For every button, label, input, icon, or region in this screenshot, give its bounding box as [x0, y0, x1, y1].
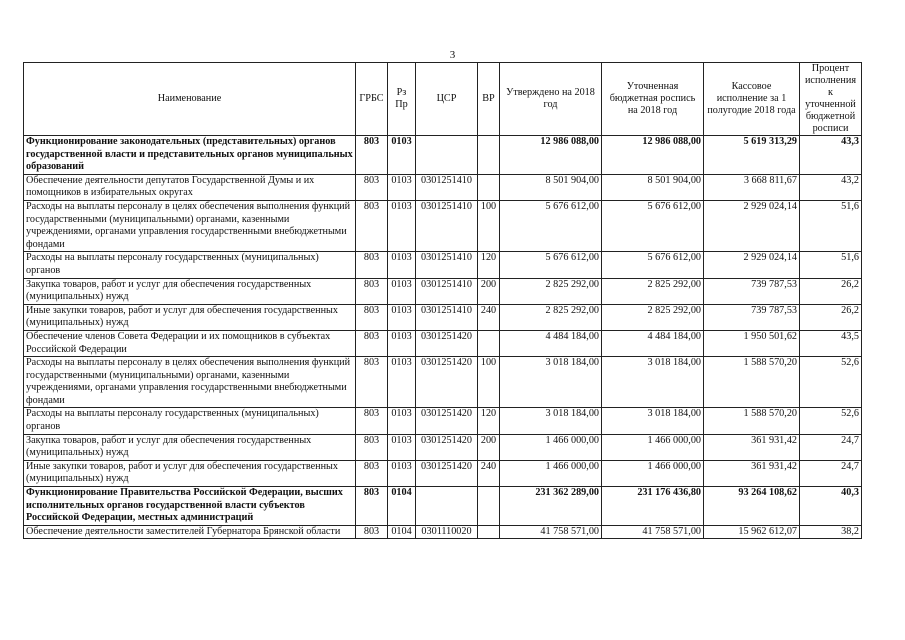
refined-cell: 4 484 184,00 — [602, 330, 704, 356]
grbs-cell: 803 — [356, 136, 388, 175]
csr-cell: 0301251420 — [416, 408, 478, 434]
grbs-cell: 803 — [356, 200, 388, 251]
percent-cell: 38,2 — [800, 525, 862, 539]
grbs-cell: 803 — [356, 434, 388, 460]
csr-cell: 0301251420 — [416, 434, 478, 460]
approved-cell: 1 466 000,00 — [500, 434, 602, 460]
refined-cell: 41 758 571,00 — [602, 525, 704, 539]
csr-cell: 0301251410 — [416, 304, 478, 330]
grbs-cell: 803 — [356, 487, 388, 526]
vr-cell: 240 — [478, 460, 500, 486]
percent-cell: 52,6 — [800, 357, 862, 408]
percent-cell: 43,2 — [800, 174, 862, 200]
table-row — [24, 434, 862, 460]
approved-cell: 12 986 088,00 — [500, 136, 602, 175]
csr-cell: 0301251420 — [416, 357, 478, 408]
vr-cell: 200 — [478, 278, 500, 304]
approved-cell: 5 676 612,00 — [500, 200, 602, 251]
col-header-approved: Утверждено на 2018 год — [500, 63, 602, 136]
percent-cell: 51,6 — [800, 200, 862, 251]
cash-cell: 2 929 024,14 — [704, 200, 800, 251]
cash-cell: 1 950 501,62 — [704, 330, 800, 356]
percent-cell: 24,7 — [800, 460, 862, 486]
refined-cell: 1 466 000,00 — [602, 460, 704, 486]
col-header-cash: Кассовое исполнение за 1 полугодие 2018 года — [704, 63, 800, 136]
vr-cell — [478, 330, 500, 356]
cash-cell: 361 931,42 — [704, 434, 800, 460]
approved-cell: 41 758 571,00 — [500, 525, 602, 539]
name-cell: Обеспечение членов Совета Федерации и их помощников в субъектах Российской Федерации — [24, 330, 356, 356]
rzpr-cell: 0103 — [388, 278, 416, 304]
cash-cell: 3 668 811,67 — [704, 174, 800, 200]
cash-cell: 739 787,53 — [704, 278, 800, 304]
grbs-cell: 803 — [356, 252, 388, 278]
table-header-row — [24, 63, 862, 136]
refined-cell: 2 825 292,00 — [602, 278, 704, 304]
csr-cell — [416, 487, 478, 526]
cash-cell: 5 619 313,29 — [704, 136, 800, 175]
name-cell: Расходы на выплаты персоналу государственных (муниципальных) органов — [24, 408, 356, 434]
table-section-row — [24, 487, 862, 526]
grbs-cell: 803 — [356, 408, 388, 434]
vr-cell: 200 — [478, 434, 500, 460]
approved-cell: 2 825 292,00 — [500, 304, 602, 330]
csr-cell: 0301251410 — [416, 200, 478, 251]
name-cell: Функционирование Правительства Российской Федерации, высших исполнительных органов государственной власти субъектов Российской Федерации, местных администраций — [24, 487, 356, 526]
refined-cell: 12 986 088,00 — [602, 136, 704, 175]
rzpr-cell: 0103 — [388, 357, 416, 408]
col-header-csr: ЦСР — [416, 63, 478, 136]
vr-cell — [478, 136, 500, 175]
csr-cell: 0301251410 — [416, 278, 478, 304]
percent-cell: 43,3 — [800, 136, 862, 175]
vr-cell — [478, 487, 500, 526]
col-header-vr: ВР — [478, 63, 500, 136]
vr-cell: 100 — [478, 357, 500, 408]
table-row — [24, 304, 862, 330]
vr-cell: 240 — [478, 304, 500, 330]
rzpr-cell: 0103 — [388, 304, 416, 330]
rzpr-cell: 0103 — [388, 136, 416, 175]
rzpr-cell: 0103 — [388, 460, 416, 486]
rzpr-cell: 0104 — [388, 487, 416, 526]
percent-cell: 40,3 — [800, 487, 862, 526]
refined-cell: 3 018 184,00 — [602, 357, 704, 408]
table-row — [24, 252, 862, 278]
approved-cell: 3 018 184,00 — [500, 357, 602, 408]
vr-cell: 120 — [478, 252, 500, 278]
csr-cell — [416, 136, 478, 175]
name-cell: Закупка товаров, работ и услуг для обеспечения государственных (муниципальных) нужд — [24, 434, 356, 460]
refined-cell: 2 825 292,00 — [602, 304, 704, 330]
table-row — [24, 174, 862, 200]
approved-cell: 4 484 184,00 — [500, 330, 602, 356]
name-cell: Обеспечение деятельности депутатов Государственной Думы и их помощников в избирательных округах — [24, 174, 356, 200]
name-cell: Расходы на выплаты персоналу в целях обеспечения выполнения функций государственными (муниципальными) органами, казенными учреждениями, органами управления государственными внебюджетными фондами — [24, 200, 356, 251]
percent-cell: 26,2 — [800, 304, 862, 330]
table-row — [24, 408, 862, 434]
page-number: 3 — [449, 49, 456, 61]
cash-cell: 361 931,42 — [704, 460, 800, 486]
rzpr-cell: 0103 — [388, 252, 416, 278]
grbs-cell: 803 — [356, 460, 388, 486]
rzpr-cell: 0103 — [388, 434, 416, 460]
vr-cell: 100 — [478, 200, 500, 251]
grbs-cell: 803 — [356, 525, 388, 539]
table-row — [24, 525, 862, 539]
approved-cell: 2 825 292,00 — [500, 278, 602, 304]
refined-cell: 5 676 612,00 — [602, 200, 704, 251]
csr-cell: 0301251420 — [416, 330, 478, 356]
percent-cell: 43,5 — [800, 330, 862, 356]
percent-cell: 51,6 — [800, 252, 862, 278]
col-header-percent: Процент исполнения к уточненной бюджетной росписи — [800, 63, 862, 136]
cash-cell: 1 588 570,20 — [704, 408, 800, 434]
vr-cell — [478, 174, 500, 200]
percent-cell: 24,7 — [800, 434, 862, 460]
budget-execution-table — [23, 62, 862, 539]
approved-cell: 231 362 289,00 — [500, 487, 602, 526]
col-header-grbs: ГРБС — [356, 63, 388, 136]
rzpr-cell: 0103 — [388, 330, 416, 356]
refined-cell: 3 018 184,00 — [602, 408, 704, 434]
percent-cell: 26,2 — [800, 278, 862, 304]
col-header-name: Наименование — [24, 63, 356, 136]
name-cell: Иные закупки товаров, работ и услуг для обеспечения государственных (муниципальных) нужд — [24, 460, 356, 486]
rzpr-cell: 0103 — [388, 200, 416, 251]
csr-cell: 0301251410 — [416, 174, 478, 200]
vr-cell: 120 — [478, 408, 500, 434]
name-cell: Расходы на выплаты персоналу государственных (муниципальных) органов — [24, 252, 356, 278]
col-header-refined: Уточненная бюджетная роспись на 2018 год — [602, 63, 704, 136]
name-cell: Закупка товаров, работ и услуг для обеспечения государственных (муниципальных) нужд — [24, 278, 356, 304]
table-row — [24, 460, 862, 486]
rzpr-cell: 0103 — [388, 408, 416, 434]
name-cell: Функционирование законодательных (представительных) органов государственной власти и представительных органов муниципальных образований — [24, 136, 356, 175]
csr-cell: 0301110020 — [416, 525, 478, 539]
table-row — [24, 357, 862, 408]
approved-cell: 8 501 904,00 — [500, 174, 602, 200]
name-cell: Расходы на выплаты персоналу в целях обеспечения выполнения функций государственными (муниципальными) органами, казенными учреждениями, органами управления государственными внебюджетными фондами — [24, 357, 356, 408]
cash-cell: 15 962 612,07 — [704, 525, 800, 539]
cash-cell: 93 264 108,62 — [704, 487, 800, 526]
refined-cell: 8 501 904,00 — [602, 174, 704, 200]
name-cell: Обеспечение деятельности заместителей Губернатора Брянской области — [24, 525, 356, 539]
grbs-cell: 803 — [356, 357, 388, 408]
vr-cell — [478, 525, 500, 539]
refined-cell: 1 466 000,00 — [602, 434, 704, 460]
rzpr-cell: 0104 — [388, 525, 416, 539]
grbs-cell: 803 — [356, 330, 388, 356]
cash-cell: 1 588 570,20 — [704, 357, 800, 408]
csr-cell: 0301251420 — [416, 460, 478, 486]
col-header-rzpr: Рз Пр — [388, 63, 416, 136]
cash-cell: 2 929 024,14 — [704, 252, 800, 278]
approved-cell: 1 466 000,00 — [500, 460, 602, 486]
cash-cell: 739 787,53 — [704, 304, 800, 330]
name-cell: Иные закупки товаров, работ и услуг для обеспечения государственных (муниципальных) нужд — [24, 304, 356, 330]
grbs-cell: 803 — [356, 174, 388, 200]
table-row — [24, 330, 862, 356]
grbs-cell: 803 — [356, 304, 388, 330]
table-row — [24, 278, 862, 304]
csr-cell: 0301251410 — [416, 252, 478, 278]
refined-cell: 5 676 612,00 — [602, 252, 704, 278]
percent-cell: 52,6 — [800, 408, 862, 434]
approved-cell: 3 018 184,00 — [500, 408, 602, 434]
approved-cell: 5 676 612,00 — [500, 252, 602, 278]
grbs-cell: 803 — [356, 278, 388, 304]
rzpr-cell: 0103 — [388, 174, 416, 200]
table-section-row — [24, 136, 862, 175]
table-row — [24, 200, 862, 251]
refined-cell: 231 176 436,80 — [602, 487, 704, 526]
